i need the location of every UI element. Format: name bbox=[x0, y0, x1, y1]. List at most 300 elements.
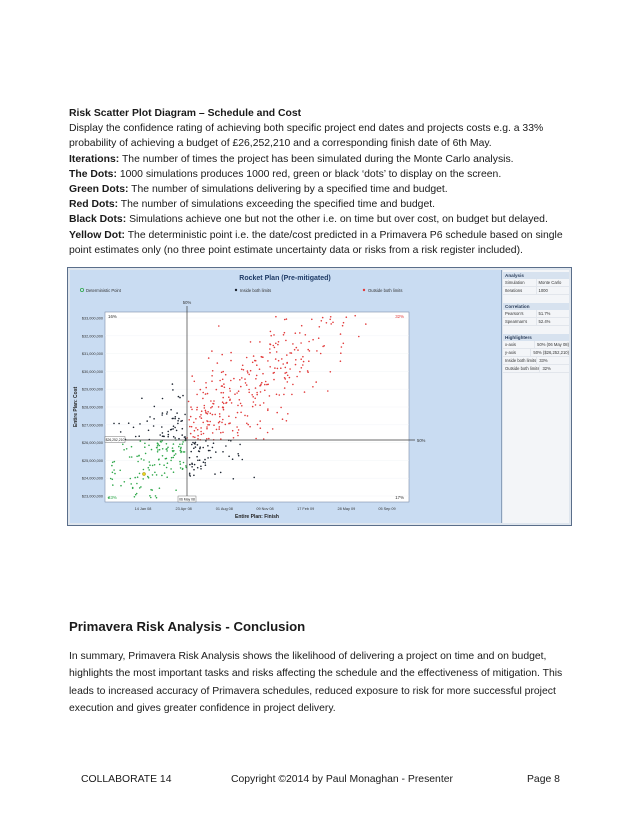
scatter-dot bbox=[233, 378, 235, 380]
scatter-dot bbox=[148, 430, 150, 432]
y-tick-label: $26,000,000 bbox=[81, 441, 103, 446]
scatter-dot bbox=[204, 405, 206, 407]
scatter-dot bbox=[260, 427, 262, 429]
scatter-dot bbox=[146, 420, 148, 422]
scatter-dot bbox=[276, 351, 278, 353]
scatter-dot bbox=[167, 431, 169, 433]
scatter-dot bbox=[295, 332, 297, 334]
scatter-plot-figure bbox=[67, 267, 572, 526]
y-tick-label: $29,000,000 bbox=[81, 387, 103, 392]
scatter-dot bbox=[330, 316, 332, 318]
scatter-dot bbox=[213, 400, 215, 402]
scatter-dot bbox=[246, 384, 248, 386]
scatter-dot bbox=[193, 475, 195, 477]
scatter-dot bbox=[162, 398, 164, 400]
scatter-dot bbox=[207, 457, 209, 459]
scatter-dot bbox=[223, 392, 225, 394]
scatter-dot bbox=[240, 386, 242, 388]
scatter-dot bbox=[229, 388, 231, 390]
scatter-dot bbox=[323, 345, 325, 347]
scatter-dot bbox=[262, 373, 264, 375]
scatter-dot bbox=[137, 461, 139, 463]
scatter-dot bbox=[219, 416, 221, 418]
scatter-dot bbox=[153, 425, 155, 427]
scatter-dot bbox=[172, 383, 174, 385]
scatter-dot bbox=[229, 399, 231, 401]
scatter-dot bbox=[283, 394, 285, 396]
scatter-dot bbox=[154, 472, 156, 474]
scatter-dot bbox=[245, 382, 247, 384]
scatter-dot bbox=[279, 394, 281, 396]
scatter-dot bbox=[300, 342, 302, 344]
analysis-row: Simulation Monte Carlo bbox=[503, 279, 569, 287]
scatter-dot bbox=[237, 405, 239, 407]
highlighter-row: Inside both limits 33% bbox=[503, 357, 569, 365]
scatter-dot bbox=[253, 401, 255, 403]
scatter-dot bbox=[216, 389, 218, 391]
legend-outside-marker bbox=[363, 289, 365, 291]
scatter-dot bbox=[264, 390, 266, 392]
scatter-dot bbox=[148, 469, 150, 471]
scatter-dot bbox=[204, 459, 206, 461]
scatter-dot bbox=[173, 450, 175, 452]
scatter-dot bbox=[234, 393, 236, 395]
scatter-dot bbox=[223, 383, 225, 385]
scatter-dot bbox=[200, 389, 202, 391]
scatter-dot bbox=[248, 374, 250, 376]
scatter-dot bbox=[173, 425, 175, 427]
scatter-dot bbox=[248, 389, 250, 391]
scatter-dot bbox=[316, 350, 318, 352]
scatter-dot bbox=[218, 428, 220, 430]
scatter-dot bbox=[200, 466, 202, 468]
scatter-dot bbox=[166, 476, 168, 478]
scatter-dot bbox=[255, 404, 257, 406]
analysis-row: Iterations 1000 bbox=[503, 287, 569, 295]
scatter-dot bbox=[302, 356, 304, 358]
scatter-dot bbox=[247, 370, 249, 372]
scatter-dot bbox=[296, 347, 298, 349]
scatter-dot bbox=[265, 381, 267, 383]
scatter-dot bbox=[161, 414, 163, 416]
scatter-dot bbox=[319, 326, 321, 328]
scatter-dot bbox=[210, 457, 212, 459]
scatter-dot bbox=[248, 392, 250, 394]
scatter-dot bbox=[222, 451, 224, 453]
scatter-dot bbox=[217, 362, 219, 364]
plot-title: Rocket Plan (Pre-mitigated) bbox=[239, 275, 331, 282]
scatter-dot bbox=[156, 497, 158, 499]
scatter-dot bbox=[211, 406, 213, 408]
scatter-dot bbox=[172, 428, 174, 430]
scatter-dot bbox=[191, 409, 193, 411]
scatter-dot bbox=[197, 429, 199, 431]
scatter-dot bbox=[206, 438, 208, 440]
x-tick-label: 14 Jan 08 bbox=[134, 507, 152, 511]
scatter-dot bbox=[154, 464, 156, 466]
scatter-dot bbox=[263, 402, 265, 404]
scatter-dot bbox=[236, 392, 238, 394]
analysis-header: Analysis bbox=[503, 272, 569, 279]
scatter-dot bbox=[284, 387, 286, 389]
highlighters-header: Highlighters bbox=[503, 334, 569, 341]
scatter-dot bbox=[162, 448, 164, 450]
scatter-dot bbox=[238, 390, 240, 392]
scatter-dot bbox=[307, 370, 309, 372]
scatter-dot bbox=[132, 488, 134, 490]
scatter-dot bbox=[178, 446, 180, 448]
scatter-dot bbox=[156, 447, 158, 449]
scatter-dot bbox=[222, 379, 224, 381]
scatter-dot bbox=[299, 371, 301, 373]
scatter-dot bbox=[167, 462, 169, 464]
scatter-dot bbox=[205, 387, 207, 389]
scatter-dot bbox=[329, 319, 331, 321]
scatter-dot bbox=[240, 403, 242, 405]
scatter-dot bbox=[220, 432, 222, 434]
scatter-dot bbox=[194, 381, 196, 383]
scatter-dot bbox=[365, 323, 367, 325]
scatter-dot bbox=[225, 374, 227, 376]
scatter-dot bbox=[277, 368, 279, 370]
scatter-dot bbox=[237, 435, 239, 437]
scatter-dot bbox=[194, 430, 196, 432]
scatter-dot bbox=[269, 352, 271, 354]
scatter-dot bbox=[273, 372, 275, 374]
scatter-dot bbox=[165, 458, 167, 460]
scatter-dot bbox=[197, 467, 199, 469]
scatter-dot bbox=[228, 456, 230, 458]
scatter-dot bbox=[240, 412, 242, 414]
scatter-dot bbox=[273, 345, 275, 347]
scatter-dot bbox=[340, 352, 342, 354]
scatter-dot bbox=[212, 432, 214, 434]
definition-black-dots: Black Dots: Simulations achieve one but not the other i.e. on time but over cost, on budget but delayed. bbox=[69, 214, 548, 226]
scatter-dot bbox=[219, 421, 221, 423]
scatter-dot bbox=[196, 456, 198, 458]
scatter-dot bbox=[214, 414, 216, 416]
scatter-dot bbox=[270, 344, 272, 346]
scatter-dot bbox=[120, 431, 122, 433]
scatter-dot bbox=[295, 359, 297, 361]
scatter-dot bbox=[134, 477, 136, 479]
scatter-dot bbox=[259, 385, 261, 387]
scatter-dot bbox=[180, 448, 182, 450]
scatter-dot bbox=[189, 457, 191, 459]
scatter-dot bbox=[262, 356, 264, 358]
scatter-dot bbox=[205, 410, 207, 412]
scatter-dot bbox=[180, 420, 182, 422]
scatter-dot bbox=[162, 455, 164, 457]
scatter-dot bbox=[196, 407, 198, 409]
scatter-dot bbox=[160, 441, 162, 443]
scatter-dot bbox=[212, 447, 214, 449]
scatter-dot bbox=[233, 478, 235, 480]
scatter-dot bbox=[237, 453, 239, 455]
correlation-header: Correlation bbox=[503, 303, 569, 310]
scatter-dot bbox=[134, 496, 136, 498]
scatter-dot bbox=[239, 444, 241, 446]
scatter-dot bbox=[112, 484, 114, 486]
scatter-dot bbox=[205, 382, 207, 384]
scatter-dot bbox=[178, 418, 180, 420]
scatter-dot bbox=[259, 341, 261, 343]
scatter-dot bbox=[210, 400, 212, 402]
scatter-dot bbox=[220, 472, 222, 474]
y-tick-label: $27,000,000 bbox=[81, 423, 103, 428]
scatter-dot bbox=[295, 364, 297, 366]
scatter-dot bbox=[144, 446, 146, 448]
y-tick-label: $31,000,000 bbox=[81, 352, 103, 357]
scatter-dot bbox=[179, 444, 181, 446]
scatter-dot bbox=[129, 456, 131, 458]
scatter-dot bbox=[200, 427, 202, 429]
scatter-dot bbox=[174, 427, 176, 429]
scatter-dot bbox=[175, 416, 177, 418]
scatter-dot bbox=[231, 402, 233, 404]
scatter-dot bbox=[136, 456, 138, 458]
scatter-dot bbox=[282, 418, 284, 420]
scatter-dot bbox=[238, 455, 240, 457]
scatter-dot bbox=[159, 445, 161, 447]
x-tick-labels bbox=[135, 507, 396, 511]
scatter-dot bbox=[196, 409, 198, 411]
scatter-dot bbox=[112, 472, 114, 474]
scatter-dot bbox=[232, 430, 234, 432]
scatter-dot bbox=[202, 422, 204, 424]
scatter-dot bbox=[173, 436, 175, 438]
scatter-dot bbox=[221, 372, 223, 374]
scatter-dot bbox=[166, 448, 168, 450]
scatter-dot bbox=[276, 412, 278, 414]
scatter-dot bbox=[211, 380, 213, 382]
scatter-dot bbox=[320, 353, 322, 355]
scatter-dot bbox=[193, 448, 195, 450]
scatter-dot bbox=[122, 444, 124, 446]
scatter-dot bbox=[221, 385, 223, 387]
scatter-dot bbox=[253, 477, 255, 479]
scatter-dot bbox=[233, 437, 235, 439]
scatter-dot bbox=[267, 408, 269, 410]
scatter-dot bbox=[287, 413, 289, 415]
scatter-dot bbox=[275, 343, 277, 345]
analysis-side-panel bbox=[503, 270, 569, 523]
scatter-dot bbox=[305, 334, 307, 336]
scatter-dot bbox=[123, 449, 125, 451]
scatter-dot bbox=[173, 471, 175, 473]
scatter-dot bbox=[292, 343, 294, 345]
scatter-dot bbox=[250, 341, 252, 343]
scatter-dot bbox=[171, 457, 173, 459]
scatter-dot bbox=[148, 445, 150, 447]
scatter-dot bbox=[157, 442, 159, 444]
scatter-dot bbox=[173, 457, 175, 459]
scatter-dot bbox=[157, 445, 159, 447]
scatter-dot bbox=[174, 437, 176, 439]
scatter-dot bbox=[318, 337, 320, 339]
scatter-dot bbox=[257, 424, 259, 426]
x-tick-label: 28 May 09 bbox=[337, 507, 356, 511]
scatter-dot bbox=[291, 352, 293, 354]
scatter-dot bbox=[144, 443, 146, 445]
scatter-dot bbox=[346, 316, 348, 318]
scatter-dot bbox=[287, 375, 289, 377]
highlighter-row: Outside both limits 32% bbox=[503, 365, 569, 373]
scatter-dot bbox=[207, 413, 209, 415]
definition-green-dots: Green Dots: The number of simulations delivering by a specified time and budget. bbox=[69, 184, 448, 196]
scatter-dot bbox=[261, 356, 263, 358]
scatter-dot bbox=[321, 320, 323, 322]
footer-left: COLLABORATE 14 bbox=[81, 774, 172, 785]
scatter-dot bbox=[327, 390, 329, 392]
scatter-dot bbox=[148, 477, 150, 479]
scatter-dot bbox=[113, 469, 115, 471]
scatter-dot bbox=[222, 432, 224, 434]
scatter-dot bbox=[166, 413, 168, 415]
scatter-dot bbox=[149, 461, 151, 463]
scatter-dot bbox=[202, 398, 204, 400]
scatter-dot bbox=[197, 435, 199, 437]
scatter-dot bbox=[157, 451, 159, 453]
scatter-dot bbox=[280, 407, 282, 409]
scatter-dot bbox=[201, 417, 203, 419]
scatter-dot bbox=[112, 462, 114, 464]
scatter-dot bbox=[162, 432, 164, 434]
scatter-dot bbox=[130, 483, 132, 485]
scatter-dot bbox=[284, 332, 286, 334]
y-tick-label: $32,000,000 bbox=[81, 334, 103, 339]
scatter-dot bbox=[252, 406, 254, 408]
scatter-dot bbox=[228, 415, 230, 417]
scatter-dot bbox=[111, 465, 113, 467]
scatter-dot bbox=[330, 371, 332, 373]
scatter-dot bbox=[178, 438, 180, 440]
scatter-dot bbox=[174, 455, 176, 457]
scatter-dot bbox=[225, 424, 227, 426]
quadrant-bottom-left: 33% bbox=[108, 495, 117, 500]
scatter-dot bbox=[286, 318, 288, 320]
scatter-dot bbox=[167, 436, 169, 438]
definition-iterations: Iterations: The number of times the project has been simulated during the Monte Carlo analysis. bbox=[69, 153, 514, 165]
scatter-dot bbox=[210, 407, 212, 409]
y-tick-labels bbox=[82, 317, 103, 499]
x-tick-label: 17 Feb 09 bbox=[297, 507, 315, 511]
scatter-dot bbox=[255, 387, 257, 389]
scatter-dot bbox=[326, 322, 328, 324]
definition-yellow-dot: Yellow Dot: The deterministic point i.e. the date/cost predicted in a Primavera P6 schedule based on single point estimates only (no three point estimate uncertainty data or risks from a risk register included). bbox=[69, 229, 563, 256]
scatter-dot bbox=[182, 428, 184, 430]
scatter-dot bbox=[159, 464, 161, 466]
scatter-dot bbox=[274, 367, 276, 369]
scatter-dot bbox=[159, 434, 161, 436]
scatter-dot bbox=[239, 399, 241, 401]
scatter-dot bbox=[256, 375, 258, 377]
scatter-dot bbox=[311, 319, 313, 321]
scatter-dot bbox=[256, 392, 258, 394]
x-axis-label: Entire Plan: Finish bbox=[235, 514, 279, 520]
scatter-dot bbox=[286, 362, 288, 364]
scatter-dot bbox=[195, 418, 197, 420]
scatter-dot bbox=[199, 416, 201, 418]
scatter-dot bbox=[178, 396, 180, 398]
scatter-dot bbox=[195, 446, 197, 448]
plot-panel bbox=[70, 270, 502, 523]
scatter-dot bbox=[197, 460, 199, 462]
scatter-dot bbox=[225, 402, 227, 404]
y-tick-label: $24,000,000 bbox=[81, 476, 103, 481]
y-highlighter-label: 50% bbox=[417, 438, 426, 443]
scatter-dot bbox=[133, 427, 135, 429]
intro-description: Display the confidence rating of achieving both specific project end dates and projects costs e.g. a 33% probability of achieving a budget of £26,252,210 and a corresponding finish date of 6th May. bbox=[69, 123, 544, 150]
scatter-dot bbox=[284, 319, 286, 321]
correlation-row: Pearson's 51.7% bbox=[503, 310, 569, 318]
scatter-dot bbox=[292, 384, 294, 386]
scatter-dot bbox=[145, 453, 147, 455]
scatter-dot bbox=[190, 406, 192, 408]
scatter-dot bbox=[191, 375, 193, 377]
scatter-dot bbox=[273, 379, 275, 381]
scatter-dot bbox=[309, 350, 311, 352]
scatter-dot bbox=[157, 449, 159, 451]
scatter-dot bbox=[228, 396, 230, 398]
scatter-dot bbox=[197, 444, 199, 446]
scatter-dot bbox=[179, 397, 181, 399]
scatter-dot bbox=[243, 369, 245, 371]
scatter-dot bbox=[303, 361, 305, 363]
scatter-dot bbox=[126, 448, 128, 450]
x-tick-label: 09 Nov 08 bbox=[256, 507, 274, 511]
scatter-dot bbox=[159, 449, 161, 451]
scatter-dot bbox=[299, 332, 301, 334]
scatter-dot bbox=[343, 343, 345, 345]
scatter-dot bbox=[192, 442, 194, 444]
scatter-dot bbox=[253, 355, 255, 357]
scatter-dot bbox=[142, 478, 144, 480]
scatter-dot bbox=[183, 462, 185, 464]
scatter-dot bbox=[182, 443, 184, 445]
scatter-dot bbox=[252, 396, 254, 398]
scatter-dot bbox=[230, 360, 232, 362]
scatter-dot bbox=[221, 422, 223, 424]
scatter-dot bbox=[269, 348, 271, 350]
quadrant-top-left: 16% bbox=[108, 314, 117, 319]
scatter-dot bbox=[287, 381, 289, 383]
scatter-dot bbox=[208, 438, 210, 440]
scatter-dot bbox=[267, 432, 269, 434]
scatter-dot bbox=[285, 378, 287, 380]
scatter-dot bbox=[193, 469, 195, 471]
scatter-dot bbox=[149, 464, 151, 466]
scatter-dot bbox=[255, 378, 257, 380]
y-tick-label: $23,000,000 bbox=[81, 494, 103, 499]
scatter-dot bbox=[112, 479, 114, 481]
scatter-dot bbox=[223, 403, 225, 405]
scatter-dot bbox=[158, 459, 160, 461]
scatter-dot bbox=[242, 365, 244, 367]
scatter-dot bbox=[312, 339, 314, 341]
scatter-dot bbox=[153, 418, 155, 420]
scatter-dot bbox=[124, 481, 126, 483]
scatter-dot bbox=[225, 445, 227, 447]
scatter-dot bbox=[172, 447, 174, 449]
scatter-dot bbox=[192, 436, 194, 438]
scatter-dot bbox=[246, 357, 248, 359]
scatter-dot bbox=[194, 464, 196, 466]
scatter-dot bbox=[140, 486, 142, 488]
scatter-dot bbox=[185, 438, 187, 440]
scatter-dot bbox=[296, 376, 298, 378]
scatter-dot bbox=[155, 495, 157, 497]
